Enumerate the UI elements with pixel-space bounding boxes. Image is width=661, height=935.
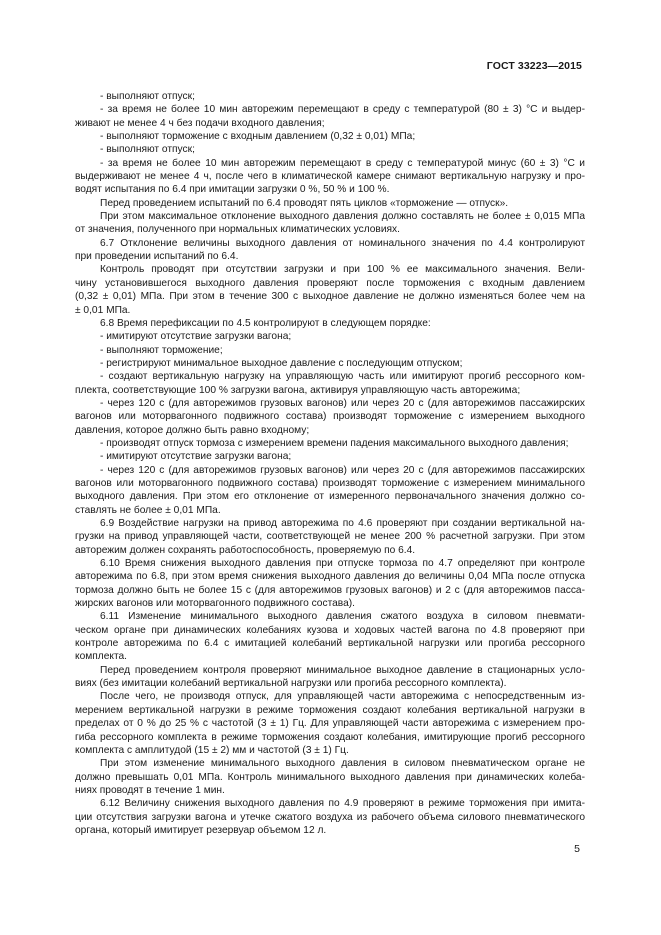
text-line: - выполняют отпуск;	[100, 144, 195, 156]
text-line: 6.10 Время снижения выходного давления при отпуске тормоза по 4.7 определяют при контроле	[100, 558, 585, 570]
text-line: ниях проводят в течение 1 мин.	[75, 784, 225, 796]
text-line: ± 0,01 МПа.	[75, 304, 131, 316]
text-line: - имитируют отсутствие загрузки вагона;	[100, 451, 292, 463]
text-line: водят испытания по 6.4 при имитации загрузки 0 %, 50 % и 100 %.	[75, 184, 390, 196]
text-line: жирских вагонов или моторвагонного подвижного состава).	[75, 598, 355, 610]
text-line: - выполняют торможение с входным давлением (0,32 ± 0,01) МПа;	[100, 131, 416, 143]
text-line: пределах от 0 % до 25 % с частотой (3 ± 1) Гц. Для управляющей части авторежима с измерением про-	[75, 718, 585, 730]
text-line: - за время не более 10 мин авторежим перемещают в среду с температурой минус (60 ± 3) °С и	[100, 157, 585, 169]
text-line: ции отсутствия загрузки вагона и утечке сжатого воздуха из рабочего объема силового пневматического	[75, 811, 585, 823]
text-line: 6.9 Воздействие нагрузки на привод авторежима по 4.6 проверяют при создании вертикальной на-	[100, 518, 585, 529]
text-line: комплекта с амплитудой (15 ± 2) мм и частотой (3 ± 1) Гц.	[75, 744, 349, 756]
text-line: при проведении испытаний по 6.4.	[75, 251, 239, 263]
text-line: - через 120 с (для авторежимов грузовых вагонов) или через 20 с (для авторежимов пассажирских	[100, 397, 585, 409]
text-line: ческом органе при динамических колебаниях кузова и ходовых частей вагона по 4.8 проверяют при	[75, 624, 585, 636]
text-line: При этом изменение минимального выходного давления в силовом пневматическом органе не	[100, 758, 585, 770]
text-line: При этом максимальное отклонение выходного давления должно составлять не более ± 0,015 МПа	[100, 211, 585, 223]
text-line: ставлять не более ± 0,01 МПа.	[75, 504, 221, 516]
text-line: контроле авторежима по 6.4 с имитацией колебаний вертикальной нагрузки или прогиба рессорного	[75, 638, 585, 650]
text-line: - через 120 с (для авторежимов грузовых вагонов) или через 20 с (для авторежимов пассажирских	[100, 464, 585, 476]
text-line: мерением вертикальной нагрузки в режиме торможения создают колебания вертикальной нагрузки в	[75, 704, 585, 716]
text-line: 6.7 Отклонение величины выходного давления от номинального значения по 4.4 контролируют	[100, 237, 585, 249]
text-line: гиба рессорного комплекта в режиме торможения создают колебания, имитирующие прогиб рессорного	[75, 731, 585, 743]
text-line: - выполняют торможение;	[100, 344, 223, 356]
text-line: живают не менее 4 ч без подачи входного давления;	[75, 117, 325, 129]
text-line: авторежим должен сохранять работоспособность, проверяемую по 6.4.	[75, 544, 416, 556]
text-line: авторежима по 6.8, при этом время снижения выходного давления до величины 0,04 МПа после отпуска	[75, 571, 585, 583]
text-line: должно превышать 0,01 МПа. Контроль минимального выходного давления при динамических колеба-	[75, 771, 585, 783]
text-line: грузки на привод управляющей части, соответствующей не менее 200 % расчетной загрузки. При этом	[75, 531, 585, 543]
text-line: от значения, полученного при нормальных климатических условиях.	[75, 224, 400, 236]
text-line: выходного давления. При этом его отклонение от измеренного первоначального значения должно со-	[75, 491, 585, 503]
text-line: - выполняют отпуск;	[100, 91, 195, 102]
page-number: 5	[574, 843, 580, 855]
text-line: - создают вертикальную нагрузку на управляющую часть или имитируют прогиб рессорного ком-	[100, 371, 585, 383]
text-line: чину установившегося выходного давления проверяют после торможения с входным давлением	[75, 277, 585, 289]
document-header: ГОСТ 33223—2015	[486, 60, 582, 72]
text-line: Перед проведением контроля проверяют минимальное выходное давление в стационарных усло-	[100, 664, 585, 676]
text-line: комплекта.	[75, 651, 127, 663]
text-line: - имитируют отсутствие загрузки вагона;	[100, 331, 292, 343]
text-line: После чего, не производя отпуск, для управляющей части авторежима с непосредственным из-	[100, 691, 585, 703]
text-line: вагонов или моторвагонного подвижного состава) производят торможение с измерением выходного	[75, 411, 585, 423]
text-line: вагонов или моторвагонного подвижного состава) производят торможение с измерением минимального	[75, 477, 585, 489]
text-line: - производят отпуск тормоза с измерением времени падения максимального выходного давления;	[100, 437, 569, 449]
text-line: 6.12 Величину снижения выходного давления по 4.9 проверяют в режиме торможения при имита-	[100, 798, 585, 810]
text-line: органа, который имитирует резервуар объемом 12 л.	[75, 824, 327, 836]
text-line: (0,32 ± 0,01) МПа. При этом в течение 300 с выходное давление не должно изменяться более чем на	[75, 291, 585, 303]
text-line: Контроль проводят при отсутствии загрузки и при 100 % ее максимального значения. Вели-	[100, 264, 585, 276]
text-line: 6.8 Время перефиксации по 4.5 контролируют в следующем порядке:	[100, 317, 431, 329]
text-line: виях (без имитации колебаний вертикальной нагрузки или прогиба рессорного комплекта).	[75, 678, 507, 690]
text-line: тормоза должно быть не более 15 с (для авторежимов грузовых вагонов) и 2 с (для авторежимов пасса-	[75, 584, 585, 596]
text-line: Перед проведением испытаний по 6.4 проводят пять циклов «торможение — отпуск».	[100, 197, 509, 209]
text-line: - регистрируют минимальное выходное давление с последующим отпуском;	[100, 357, 463, 369]
text-line: - за время не более 10 мин авторежим перемещают в среду с температурой (80 ± 3) °С и выдер-	[100, 104, 585, 116]
document-body	[75, 90, 585, 837]
text-line: давления, которое должно быть равно входному;	[75, 424, 310, 436]
text-line: плекта, соответствующие 100 % загрузки вагона, активируя управляющую часть авторежима;	[75, 384, 521, 396]
text-line: выдерживают не менее 4 ч, после чего в климатической камере снимают вертикальную нагрузку и про-	[75, 171, 585, 183]
text-line: 6.11 Изменение минимального выходного давления сжатого воздуха в силовом пневмати-	[100, 611, 585, 623]
